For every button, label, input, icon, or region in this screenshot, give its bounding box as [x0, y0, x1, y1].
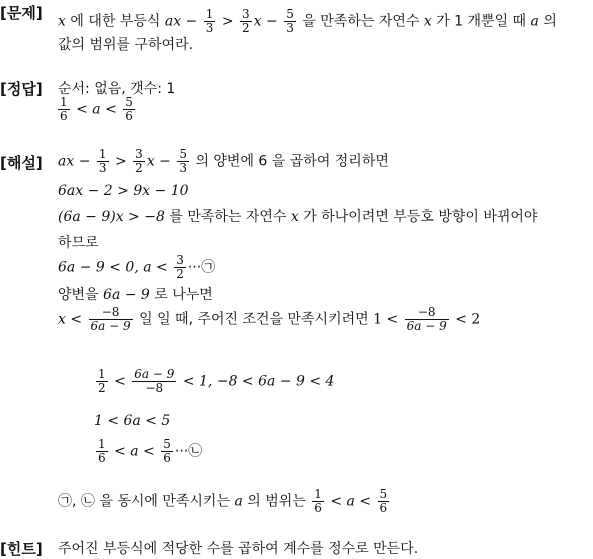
solution-step-8: $\frac{1}{2}$ < $\frac{6a - 9}{-8}$ < 1, −8 < 6a − 9 < 4: [98, 367, 335, 395]
solution-step-9: 1 < 6a < 5: [94, 413, 171, 429]
fraction: $\frac{3}{2}$: [135, 147, 143, 175]
fraction: $\frac{5}{6}$: [379, 487, 388, 515]
solution-step-5: 6a − 9 < 0, a < $\frac{3}{2}$ ···㉠: [58, 253, 216, 281]
fraction: $\frac{-8}{6a - 9}$: [90, 305, 131, 333]
solution-step-2: 6ax − 2 > 9x − 10: [58, 183, 189, 199]
fraction: $\frac{1}{3}$: [98, 147, 107, 175]
answer-line-1: 순서: 없음, 갯수: 1: [58, 81, 176, 97]
fraction: $\frac{6a - 9}{-8}$: [134, 367, 175, 395]
solution-step-4: 하므로: [58, 235, 99, 251]
problem-line-1: x 에 대한 부등식 ax − $\frac{1}{3}$ > $\frac{3}{2}$ x − $\frac{5}{3}$ 을 만족하는 자연수 x 가 1 개뿐일 때 a 의: [58, 7, 557, 35]
solution-label: [해설]: [0, 154, 43, 172]
solution-step-1: ax − $\frac{1}{3}$ > $\frac{3}{2}$ x − $\frac{5}{3}$ 의 양변에 6 을 곱하여 정리하면: [58, 147, 389, 175]
fraction: $\frac{5}{6}$: [125, 95, 133, 123]
answer-range: $\frac{1}{6}$ < a < $\frac{5}{6}$: [60, 95, 133, 123]
fraction: $\frac{1}{6}$: [98, 437, 106, 465]
solution-step-11: ㉠, ㉡ 을 동시에 만족시키는 a 의 범위는 $\frac{1}{6}$ < a < $\frac{5}{6}$: [58, 487, 388, 515]
fraction: $\frac{5}{3}$: [286, 7, 294, 35]
fraction: $\frac{1}{3}$: [205, 7, 214, 35]
fraction: $\frac{3}{2}$: [242, 7, 250, 35]
answer-label: [정답]: [0, 80, 43, 98]
circled-label-2: ㉡: [188, 443, 203, 460]
solution-step-7: x < $\frac{-8}{6a - 9}$ 일 일 때, 주어진 조건을 만족시키려면 1 < $\frac{-8}{6a - 9}$ < 2: [58, 305, 481, 333]
circled-label-2: ㉡: [80, 493, 95, 510]
hint-text: 주어진 부등식에 적당한 수를 곱하여 계수를 정수로 만든다.: [58, 541, 419, 557]
problem-label: [문제]: [0, 4, 43, 22]
circled-label-1: ㉠: [58, 493, 72, 510]
fraction: $\frac{1}{6}$: [314, 487, 322, 515]
fraction: $\frac{5}{6}$: [163, 437, 171, 465]
solution-step-10: $\frac{1}{6}$ < a < $\frac{5}{6}$ ···㉡: [98, 437, 203, 465]
solution-step-6: 양변을 6a − 9 로 나누면: [58, 287, 213, 303]
solution-step-3: (6a − 9)x > −8 를 만족하는 자연수 x 가 하나이려면 부등호 방향이 바뀌어야: [58, 209, 538, 225]
problem-line-2: 값의 범위를 구하여라.: [58, 37, 194, 53]
fraction: $\frac{3}{2}$: [176, 253, 184, 281]
fraction: $\frac{-8}{6a - 9}$: [406, 305, 447, 333]
fraction: $\frac{1}{2}$: [98, 367, 106, 395]
hint-label: [힌트]: [0, 540, 43, 558]
fraction: $\frac{5}{3}$: [179, 147, 187, 175]
fraction: $\frac{1}{6}$: [60, 95, 68, 123]
circled-label-1: ㉠: [201, 259, 216, 276]
